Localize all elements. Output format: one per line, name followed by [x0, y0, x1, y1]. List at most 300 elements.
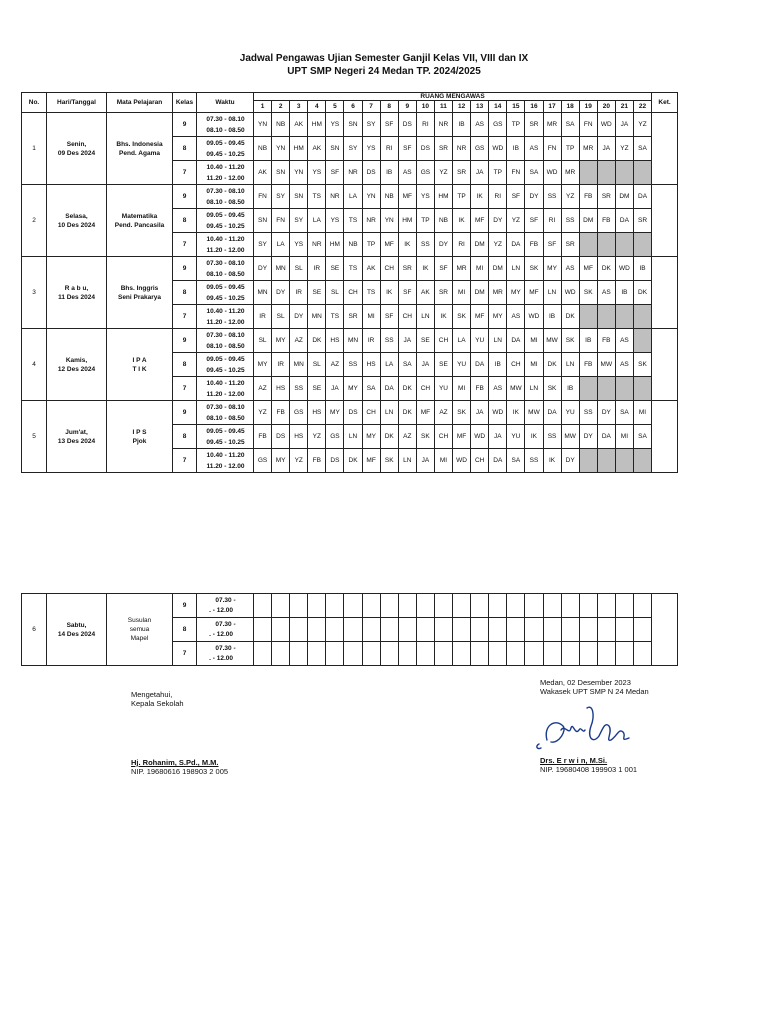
supervisor-code — [633, 449, 651, 473]
supervisor-code: SS — [525, 449, 543, 473]
supervisor-code: AZ — [290, 329, 308, 353]
class-level: 7 — [173, 305, 197, 329]
supervisor-code: DY — [579, 425, 597, 449]
supervisor-code: WD — [561, 281, 579, 305]
time-first: 07.30 - 08.10 — [206, 259, 245, 267]
supervisor-code: SF — [525, 209, 543, 233]
supervisor-code — [543, 594, 561, 618]
exam-date: 11 Des 2024 — [58, 293, 95, 301]
supervisor-code: DA — [543, 401, 561, 425]
room-number: 9 — [398, 101, 416, 113]
supervisor-code: MY — [254, 353, 272, 377]
supervisor-code: SA — [398, 353, 416, 377]
supervisor-code: TS — [344, 257, 362, 281]
supervisor-code: SL — [308, 353, 326, 377]
supervisor-code: CH — [471, 449, 489, 473]
schedule-row — [22, 329, 678, 353]
supervisor-code: SS — [416, 233, 434, 257]
supervisor-code: FN — [254, 185, 272, 209]
supervisor-code: DY — [561, 449, 579, 473]
supervisor-code: SN — [290, 185, 308, 209]
supervisor-code — [434, 642, 452, 666]
supervisor-code: SE — [434, 353, 452, 377]
supervisor-code: IR — [272, 353, 290, 377]
supervisor-code — [398, 618, 416, 642]
supervisor-code — [579, 161, 597, 185]
supervisor-code: NR — [308, 233, 326, 257]
time-second: 09.45 - 10.25 — [206, 150, 245, 158]
handwritten-signature — [533, 700, 643, 756]
header-row — [22, 93, 678, 101]
supervisor-code: MN — [254, 281, 272, 305]
supervisor-code — [615, 305, 633, 329]
time-range — [197, 449, 254, 473]
row-number: 2 — [22, 185, 47, 257]
time-range — [197, 618, 254, 642]
supervisor-code: RI — [380, 137, 398, 161]
supervisor-code: IR — [362, 329, 380, 353]
supervisor-code — [615, 618, 633, 642]
class-level: 7 — [173, 642, 197, 666]
supervisor-code: DM — [471, 233, 489, 257]
supervisor-code: IB — [507, 137, 525, 161]
supervisor-code: GS — [489, 113, 507, 137]
supervisor-code: TP — [453, 185, 471, 209]
supervisor-code: MF — [416, 401, 434, 425]
supervisor-code: MF — [380, 233, 398, 257]
supervisor-code: MW — [525, 401, 543, 425]
supervisor-code: DS — [416, 137, 434, 161]
supervisor-code: MI — [434, 449, 452, 473]
supervisor-code: SK — [633, 353, 651, 377]
supervisor-code: DK — [344, 449, 362, 473]
supervisor-code: WD — [597, 113, 615, 137]
notes-cell — [652, 113, 678, 185]
schedule-row — [22, 257, 678, 281]
supervisor-code: DS — [398, 113, 416, 137]
supervisor-code: RI — [453, 233, 471, 257]
supervisor-code: DS — [272, 425, 290, 449]
vice-principal-title: Wakasek UPT SMP N 24 Medan — [540, 687, 649, 696]
supervisor-code: RI — [489, 185, 507, 209]
supervisor-code — [633, 161, 651, 185]
supervisor-code: FN — [579, 113, 597, 137]
supervisor-code — [489, 618, 507, 642]
supervisor-code: HM — [398, 209, 416, 233]
supervisor-code: DS — [326, 449, 344, 473]
time-first: 09.05 - 09.45 — [206, 211, 245, 219]
supervisor-code: MY — [543, 257, 561, 281]
supervisor-code: FB — [308, 449, 326, 473]
supervisor-code: MI — [615, 425, 633, 449]
supervisor-code — [633, 618, 651, 642]
time-first: 07.30 - 08.10 — [206, 115, 245, 123]
supervisor-code: DM — [471, 281, 489, 305]
notes-cell — [652, 594, 678, 666]
time-first: 09.05 - 09.45 — [206, 355, 245, 363]
room-number: 4 — [308, 101, 326, 113]
supervisor-code: WD — [615, 257, 633, 281]
class-level: 7 — [173, 161, 197, 185]
supervisor-code: YS — [326, 113, 344, 137]
row-number: 3 — [22, 257, 47, 329]
subject — [107, 185, 173, 257]
supervisor-code: MY — [326, 401, 344, 425]
subject-name: I P S — [132, 428, 147, 436]
supervisor-code: JA — [326, 377, 344, 401]
time-range — [197, 185, 254, 209]
supervisor-code: AZ — [398, 425, 416, 449]
supervisor-code: DS — [344, 401, 362, 425]
time-second: . - 12.00 — [209, 606, 233, 614]
supervisor-code: LN — [561, 353, 579, 377]
supervisor-code: MR — [579, 137, 597, 161]
supervisor-code: SA — [561, 113, 579, 137]
principal-name: Hj. Rohanim, S.Pd., M.M. — [131, 758, 219, 767]
room-number: 18 — [561, 101, 579, 113]
supervisor-code: JA — [471, 161, 489, 185]
time-first: 07.30 - — [215, 644, 236, 652]
principal-title: Kepala Sekolah — [131, 699, 184, 708]
supervisor-code: HS — [362, 353, 380, 377]
supervisor-code: LN — [543, 281, 561, 305]
supervisor-code: DK — [308, 329, 326, 353]
supervisor-code: YS — [326, 209, 344, 233]
supervisor-code: MF — [471, 209, 489, 233]
supervisor-code: LA — [308, 209, 326, 233]
row-number: 1 — [22, 113, 47, 185]
supervisor-code: YN — [290, 161, 308, 185]
room-number: 5 — [326, 101, 344, 113]
supervisor-code: SF — [398, 281, 416, 305]
schedule-row — [22, 401, 678, 425]
saturday-row — [22, 594, 678, 618]
supervisor-code: TP — [416, 209, 434, 233]
subject — [107, 257, 173, 329]
notes-cell — [652, 329, 678, 401]
supervisor-code — [254, 594, 272, 618]
supervisor-code: FB — [254, 425, 272, 449]
supervisor-code: SK — [561, 329, 579, 353]
supervisor-code: AK — [416, 281, 434, 305]
room-number: 14 — [489, 101, 507, 113]
supervisor-code: LN — [507, 257, 525, 281]
time-second: 08.10 - 08.50 — [206, 126, 245, 134]
supervisor-code: MY — [272, 329, 290, 353]
time-first: 10.40 - 11.20 — [206, 163, 245, 171]
time-range — [197, 305, 254, 329]
supervisor-code: WD — [489, 401, 507, 425]
supervisor-code — [380, 594, 398, 618]
supervisor-code: MI — [453, 377, 471, 401]
principal-sign-block — [131, 758, 228, 776]
supervisor-code: FB — [579, 353, 597, 377]
time-second: 09.45 - 10.25 — [206, 294, 245, 302]
supervisor-code — [597, 161, 615, 185]
supervisor-code: SY — [254, 233, 272, 257]
subject — [107, 594, 173, 666]
supervisor-code: FB — [579, 185, 597, 209]
supervisor-code: CH — [507, 353, 525, 377]
time-second: 08.10 - 08.50 — [206, 198, 245, 206]
supervisor-code: SY — [272, 185, 290, 209]
supervisor-code: MI — [525, 353, 543, 377]
supervisor-code: HS — [290, 425, 308, 449]
supervisor-code: SA — [362, 377, 380, 401]
supervisor-code — [597, 594, 615, 618]
supervisor-code: FN — [272, 209, 290, 233]
supervisor-code: SN — [344, 113, 362, 137]
room-number: 19 — [579, 101, 597, 113]
supervisor-code — [290, 594, 308, 618]
supervisor-code — [489, 594, 507, 618]
supervisor-code: YN — [272, 137, 290, 161]
supervisor-code: GS — [290, 401, 308, 425]
class-level: 9 — [173, 401, 197, 425]
time-second: 08.10 - 08.50 — [206, 270, 245, 278]
time-second: 08.10 - 08.50 — [206, 342, 245, 350]
class-level: 7 — [173, 377, 197, 401]
supervisor-code — [308, 618, 326, 642]
supervisor-code: IK — [543, 449, 561, 473]
supervisor-code: WD — [489, 137, 507, 161]
day-date — [47, 329, 107, 401]
time-range — [197, 233, 254, 257]
class-level: 7 — [173, 233, 197, 257]
supervisor-code: LN — [344, 425, 362, 449]
time-range — [197, 353, 254, 377]
day-name: Senin, — [66, 140, 87, 148]
supervisor-code — [597, 618, 615, 642]
supervisor-code: RI — [416, 113, 434, 137]
supervisor-code: MI — [362, 305, 380, 329]
supervisor-code: IR — [308, 257, 326, 281]
supervisor-code — [326, 642, 344, 666]
supervisor-code: GS — [326, 425, 344, 449]
schedule-row — [22, 185, 678, 209]
supervisor-code — [272, 594, 290, 618]
supervisor-code: SY — [290, 209, 308, 233]
subject-name: I P A — [132, 356, 147, 364]
supervisor-code — [434, 594, 452, 618]
time-first: 10.40 - 11.20 — [206, 451, 245, 459]
supervisor-code: GS — [471, 137, 489, 161]
supervisor-code: LA — [380, 353, 398, 377]
supervisor-code: TS — [344, 209, 362, 233]
supervisor-code: NB — [344, 233, 362, 257]
supervisor-code: SR — [434, 281, 452, 305]
supervisor-code: AS — [615, 329, 633, 353]
supervisor-code: NR — [326, 185, 344, 209]
supervisor-code — [344, 642, 362, 666]
supervisor-code: GS — [416, 161, 434, 185]
supervisor-code: IK — [416, 257, 434, 281]
notes-cell — [652, 401, 678, 473]
supervisor-code: DA — [489, 449, 507, 473]
supervisor-code: YS — [416, 185, 434, 209]
supervisor-code: NB — [434, 209, 452, 233]
supervisor-code: NR — [453, 137, 471, 161]
supervisor-code: SS — [344, 353, 362, 377]
supervisor-code: SL — [254, 329, 272, 353]
supervisor-code: MF — [453, 425, 471, 449]
time-range — [197, 113, 254, 137]
supervisor-code — [471, 642, 489, 666]
supervisor-code: MW — [543, 329, 561, 353]
time-first: 10.40 - 11.20 — [206, 307, 245, 315]
supervisor-code — [453, 642, 471, 666]
supervisor-code: DY — [254, 257, 272, 281]
supervisor-code — [633, 329, 651, 353]
supervisor-code: FN — [543, 137, 561, 161]
supervisor-code: DY — [434, 233, 452, 257]
supervisor-code: SK — [525, 257, 543, 281]
class-level: 8 — [173, 618, 197, 642]
room-number: 2 — [272, 101, 290, 113]
supervisor-code: WD — [471, 425, 489, 449]
supervisor-code: CH — [362, 401, 380, 425]
supervisor-code: SE — [326, 257, 344, 281]
supervisor-code: SR — [453, 161, 471, 185]
room-number: 3 — [290, 101, 308, 113]
time-second: 08.10 - 08.50 — [206, 414, 245, 422]
subject-name: Bhs. Indonesia — [116, 140, 163, 148]
exam-date: 10 Des 2024 — [57, 221, 96, 229]
supervisor-code — [561, 594, 579, 618]
room-number: 11 — [434, 101, 452, 113]
supervisor-code: SN — [272, 161, 290, 185]
supervisor-code: HM — [326, 233, 344, 257]
time-first: 09.05 - 09.45 — [206, 427, 245, 435]
supervisor-code — [326, 594, 344, 618]
supervisor-code: CH — [416, 377, 434, 401]
exam-date: 14 Des 2024 — [57, 630, 96, 638]
supervisor-code: YZ — [308, 425, 326, 449]
supervisor-code — [525, 618, 543, 642]
supervisor-code: AS — [471, 113, 489, 137]
supervisor-code: IB — [579, 329, 597, 353]
supervisor-code: LN — [489, 329, 507, 353]
supervisor-code: DM — [615, 185, 633, 209]
room-number: 13 — [471, 101, 489, 113]
supervisor-code: FB — [597, 209, 615, 233]
time-range — [197, 401, 254, 425]
supervisor-code: YZ — [507, 209, 525, 233]
rooms-header: RUANG MENGAWAS — [254, 93, 652, 101]
supervisor-code — [525, 594, 543, 618]
supervisor-code — [597, 305, 615, 329]
supervisor-code: AS — [489, 377, 507, 401]
supervisor-code — [615, 161, 633, 185]
supervisor-code: CH — [344, 281, 362, 305]
supervisor-code: HM — [290, 137, 308, 161]
supervisor-code — [344, 618, 362, 642]
supervisor-code: CH — [434, 329, 452, 353]
supervisor-code: MN — [272, 257, 290, 281]
supervisor-code: IK — [380, 281, 398, 305]
supervisor-code — [579, 377, 597, 401]
supervisor-code — [579, 305, 597, 329]
supervisor-code — [633, 642, 651, 666]
supervisor-code: MF — [471, 305, 489, 329]
supervisor-code: IK — [434, 305, 452, 329]
supervisor-code: SE — [308, 281, 326, 305]
supervisor-code: SF — [434, 257, 452, 281]
class-level: 8 — [173, 281, 197, 305]
supervisor-code: JA — [416, 353, 434, 377]
supervisor-code: IR — [290, 281, 308, 305]
supervisor-code — [615, 233, 633, 257]
room-number: 21 — [615, 101, 633, 113]
supervisor-code — [579, 594, 597, 618]
supervisor-code: YN — [254, 113, 272, 137]
day-date — [47, 113, 107, 185]
supervisor-code — [507, 618, 525, 642]
subject — [107, 113, 173, 185]
notes-cell — [652, 185, 678, 257]
supervisor-code: DS — [362, 161, 380, 185]
supervisor-code: AK — [308, 137, 326, 161]
supervisor-code: IB — [543, 305, 561, 329]
time-range — [197, 137, 254, 161]
room-number: 12 — [453, 101, 471, 113]
supervisor-code: LN — [525, 377, 543, 401]
page-title-line2: UPT SMP Negeri 24 Medan TP. 2024/2025 — [287, 66, 481, 77]
supervisor-code: MI — [453, 281, 471, 305]
supervisor-code: MW — [561, 425, 579, 449]
supervisor-code — [633, 377, 651, 401]
supervisor-code: DM — [579, 209, 597, 233]
class-level: 9 — [173, 329, 197, 353]
supervisor-code: CH — [434, 425, 452, 449]
schedule-table — [21, 92, 678, 473]
supervisor-code — [579, 449, 597, 473]
supervisor-code: SN — [326, 137, 344, 161]
supervisor-code: YU — [453, 353, 471, 377]
time-range — [197, 425, 254, 449]
day-date — [47, 401, 107, 473]
supervisor-code: MY — [507, 281, 525, 305]
supervisor-code — [543, 642, 561, 666]
supervisor-code: MR — [453, 257, 471, 281]
subject-name: Pjok — [132, 437, 147, 445]
time-first: 07.30 - — [215, 620, 236, 628]
supervisor-code — [254, 642, 272, 666]
supervisor-code — [615, 594, 633, 618]
time-first: 07.30 - 08.10 — [206, 403, 245, 411]
supervisor-code: AS — [615, 353, 633, 377]
time-range — [197, 594, 254, 618]
supervisor-code — [579, 618, 597, 642]
supervisor-code: NB — [254, 137, 272, 161]
supervisor-code — [453, 594, 471, 618]
supervisor-code: DK — [561, 305, 579, 329]
supervisor-code — [507, 594, 525, 618]
supervisor-code: MY — [272, 449, 290, 473]
supervisor-code: YS — [290, 233, 308, 257]
supervisor-code: NB — [272, 113, 290, 137]
supervisor-code: WD — [543, 161, 561, 185]
class-level: 9 — [173, 185, 197, 209]
supervisor-code: DY — [290, 305, 308, 329]
time-first: 09.05 - 09.45 — [206, 283, 245, 291]
saturday-table — [21, 593, 678, 666]
supervisor-code: IK — [525, 425, 543, 449]
supervisor-code: DA — [615, 209, 633, 233]
supervisor-code: IK — [453, 209, 471, 233]
supervisor-code — [416, 594, 434, 618]
time-second: 11.20 - 12.00 — [206, 462, 245, 470]
